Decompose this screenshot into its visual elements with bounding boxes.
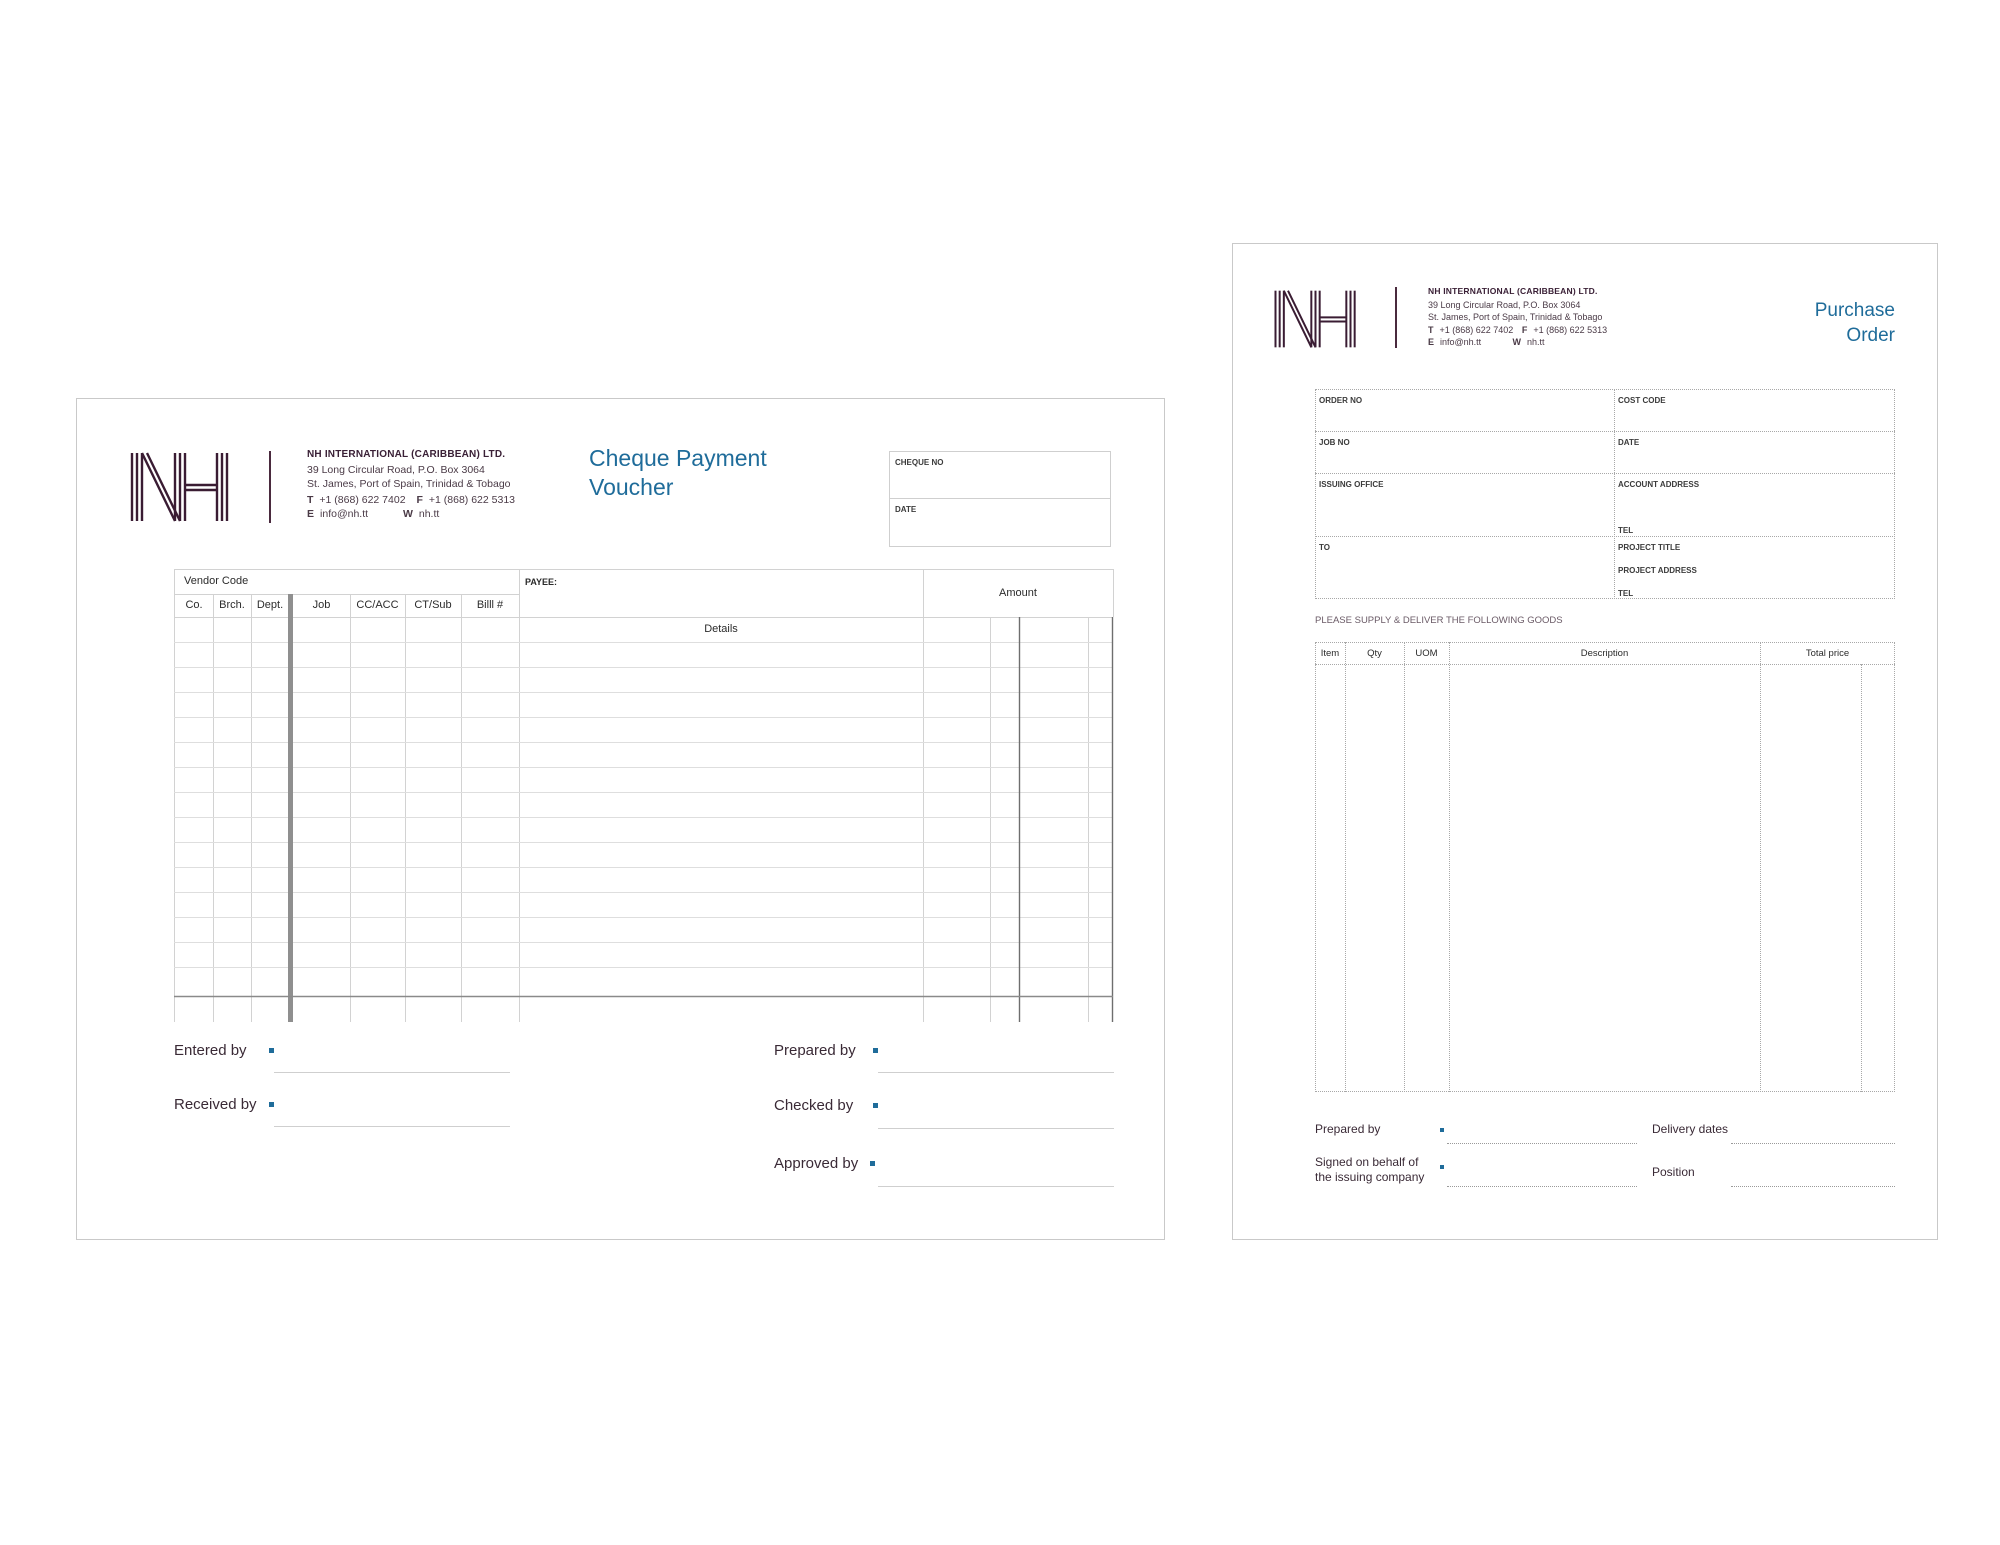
prepared-by-bullet: [873, 1048, 878, 1053]
col-company: Co.: [185, 599, 203, 611]
po-fields-row-divider-1: [1315, 431, 1895, 432]
po-prepared-by-bullet: [1440, 1128, 1444, 1132]
company-address-2: St. James, Port of Spain, Trinidad & Tobago: [1428, 312, 1603, 322]
goods-col-divider-4: [1760, 642, 1761, 1092]
po-signed-on-behalf-line-2: the issuing company: [1315, 1170, 1425, 1184]
account-address-label[interactable]: ACCOUNT ADDRESS: [1618, 480, 1700, 489]
po-position-line[interactable]: [1731, 1186, 1895, 1187]
received-by-label: Received by: [174, 1096, 257, 1113]
received-by-line[interactable]: [274, 1126, 510, 1127]
po-signed-line[interactable]: [1447, 1186, 1637, 1187]
date-label: DATE: [895, 505, 917, 514]
po-title-line-1: Purchase: [1814, 300, 1895, 321]
goods-col-divider-2: [1404, 642, 1405, 1092]
po-position-label: Position: [1652, 1165, 1695, 1179]
job-no-label[interactable]: JOB NO: [1319, 438, 1350, 447]
project-tel-label[interactable]: TEL: [1618, 589, 1634, 598]
cheque-date-box[interactable]: [889, 498, 1111, 547]
tel-value: +1 (868) 622 7402: [319, 494, 406, 506]
web-value: nh.tt: [418, 508, 440, 520]
voucher-grid: [174, 569, 1114, 1029]
fax-value: +1 (868) 622 5313: [1533, 325, 1608, 335]
po-signed-bullet: [1440, 1165, 1444, 1169]
po-signed-on-behalf-line-1: Signed on behalf of: [1315, 1155, 1419, 1169]
web-label: W: [1512, 337, 1522, 347]
email-label: E: [1428, 337, 1435, 347]
supply-instruction: PLEASE SUPPLY & DELIVER THE FOLLOWING GOODS: [1315, 615, 1563, 626]
company-address-1: 39 Long Circular Road, P.O. Box 3064: [307, 464, 485, 476]
received-by-bullet: [269, 1102, 274, 1107]
email-value: info@nh.tt: [320, 508, 369, 520]
po-delivery-dates-label: Delivery dates: [1652, 1122, 1729, 1136]
vendor-code-label: Vendor Code: [184, 575, 249, 587]
email-value: info@nh.tt: [1440, 337, 1482, 347]
nh-logo: [1273, 289, 1358, 349]
company-phone-fax: [307, 494, 515, 506]
approved-by-bullet: [870, 1161, 875, 1166]
po-prepared-by-label: Prepared by: [1315, 1122, 1381, 1136]
logo-divider: [269, 451, 271, 523]
account-tel-label[interactable]: TEL: [1618, 526, 1634, 535]
voucher-title-line-1: Cheque Payment: [589, 445, 767, 471]
company-email-web: [1428, 337, 1545, 347]
cheque-no-label: CHEQUE NO: [895, 458, 944, 467]
details-header: Details: [704, 623, 738, 635]
goods-col-description: Description: [1580, 648, 1629, 659]
tel-label: T: [1428, 325, 1434, 335]
goods-col-uom: UOM: [1415, 648, 1438, 659]
col-branch: Brch.: [219, 599, 245, 611]
project-title-label[interactable]: PROJECT TITLE: [1618, 543, 1681, 552]
fax-value: +1 (868) 622 5313: [428, 494, 516, 506]
payee-label: PAYEE:: [525, 577, 558, 587]
fax-label: F: [416, 494, 423, 506]
web-value: nh.tt: [1527, 337, 1545, 347]
to-label[interactable]: TO: [1319, 543, 1330, 552]
cheque-voucher-sheet: [76, 398, 1165, 1240]
col-cc-acc: CC/ACC: [356, 599, 399, 611]
company-name: NH INTERNATIONAL (CARIBBEAN) LTD.: [1428, 286, 1598, 296]
cost-code-label[interactable]: COST CODE: [1618, 396, 1666, 405]
col-job: Job: [312, 599, 331, 611]
entered-by-bullet: [269, 1048, 274, 1053]
web-label: W: [402, 508, 413, 520]
po-fields-row-divider-3: [1315, 536, 1895, 537]
logo-divider: [1395, 287, 1397, 348]
goods-col-divider-3: [1449, 642, 1450, 1092]
amount-header: Amount: [999, 587, 1037, 599]
po-delivery-dates-line[interactable]: [1731, 1143, 1895, 1144]
col-bill-no: Billl #: [476, 599, 504, 611]
company-address-1: 39 Long Circular Road, P.O. Box 3064: [1428, 300, 1581, 310]
po-prepared-by-line[interactable]: [1447, 1143, 1637, 1144]
po-title-line-2: Order: [1846, 325, 1895, 346]
col-ct-sub: CT/Sub: [414, 599, 452, 611]
approved-by-label: Approved by: [774, 1155, 859, 1172]
company-phone-fax: [1428, 325, 1607, 335]
company-address-2: St. James, Port of Spain, Trinidad & Tobago: [307, 478, 511, 490]
goods-col-divider-5: [1861, 664, 1862, 1092]
company-email-web: [307, 508, 439, 520]
email-label: E: [307, 508, 315, 520]
entered-by-label: Entered by: [174, 1042, 247, 1059]
tel-label: T: [307, 494, 314, 506]
goods-table: [1315, 642, 1895, 1092]
order-no-label[interactable]: ORDER NO: [1319, 396, 1363, 405]
prepared-by-line[interactable]: [878, 1072, 1114, 1073]
purchase-order-sheet: [1232, 243, 1938, 1240]
col-department: Dept.: [256, 599, 284, 611]
cheque-no-box[interactable]: [889, 451, 1111, 499]
po-fields-grid: [1315, 389, 1895, 599]
checked-by-bullet: [873, 1103, 878, 1108]
issuing-office-label[interactable]: ISSUING OFFICE: [1319, 480, 1384, 489]
company-name: NH INTERNATIONAL (CARIBBEAN) LTD.: [307, 449, 506, 460]
approved-by-line[interactable]: [878, 1186, 1114, 1187]
project-address-label[interactable]: PROJECT ADDRESS: [1618, 566, 1697, 575]
goods-col-item: Item: [1320, 648, 1340, 659]
goods-col-qty: Qty: [1367, 648, 1382, 659]
po-fields-mid-divider: [1614, 389, 1615, 599]
prepared-by-label: Prepared by: [774, 1042, 856, 1059]
goods-col-divider-1: [1345, 642, 1346, 1092]
tel-value: +1 (868) 622 7402: [1439, 325, 1514, 335]
checked-by-line[interactable]: [878, 1128, 1114, 1129]
po-fields-row-divider-2: [1315, 473, 1895, 474]
nh-logo: [129, 451, 231, 523]
po-date-label[interactable]: DATE: [1618, 438, 1640, 447]
checked-by-label: Checked by: [774, 1097, 854, 1114]
fax-label: F: [1521, 325, 1528, 335]
goods-header-divider: [1315, 664, 1895, 665]
goods-col-total-price: Total price: [1805, 648, 1850, 659]
voucher-title-line-2: Voucher: [589, 474, 674, 500]
entered-by-line[interactable]: [274, 1072, 510, 1073]
